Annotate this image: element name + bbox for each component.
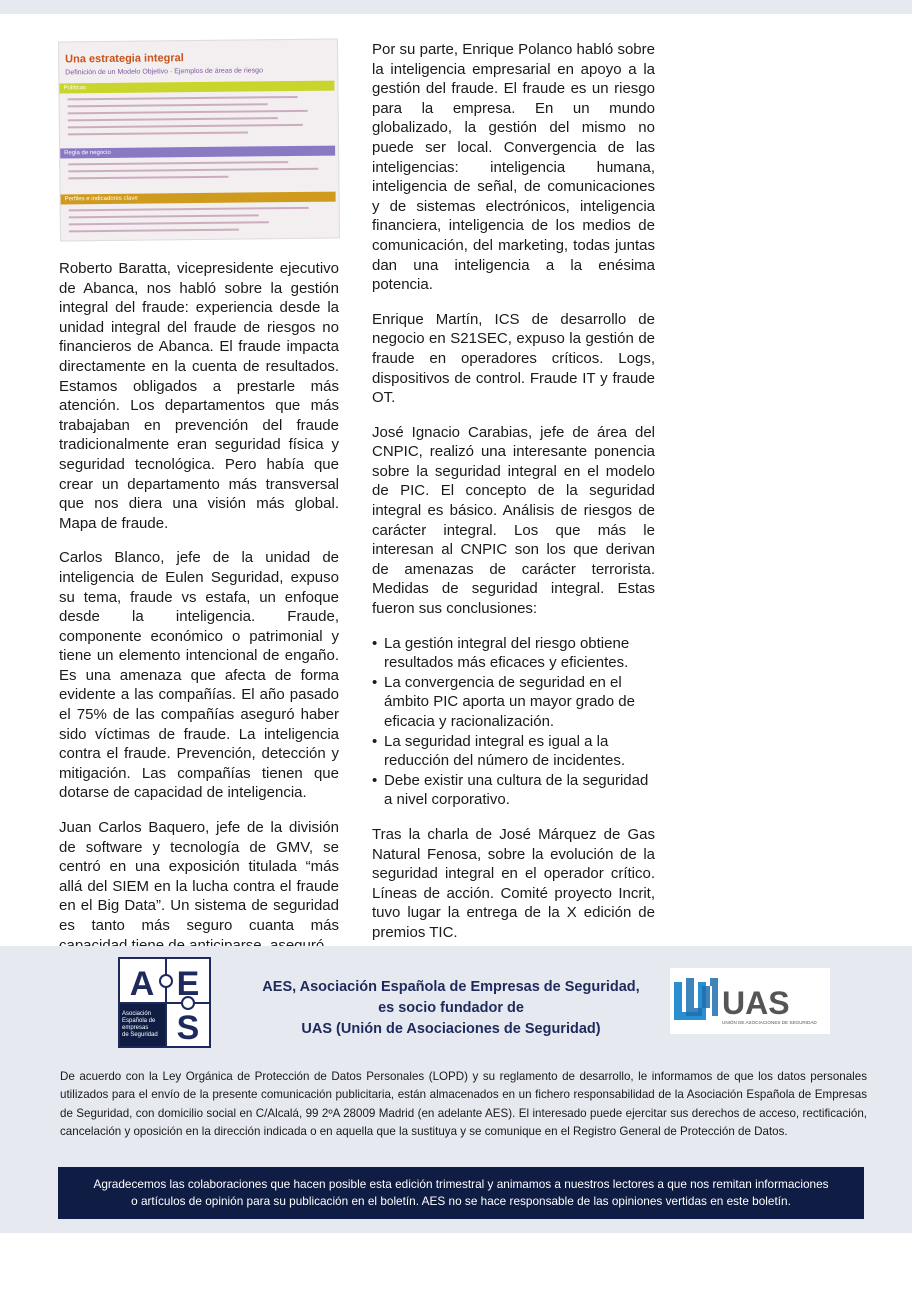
list-item: • La seguridad integral es igual a la reducción del número de incidentes. <box>372 732 655 771</box>
paragraph-baratta: Roberto Baratta, vicepresidente ejecutivo de Abanca, nos habló sobre la gestión integral del fraude: experiencia desde la unidad integral del fraude de riesgos no financieros de Abanca. El fraude impacta directamente en la cuenta de resultados. Estamos obligados a prestarle más atención. Los departamentos que más trabajaban en prevención del fraude tradicionalmente eran seguridad física y seguridad tecnológica. Pero había que crear un departamento más transversal que nos diera una visión más global. Mapa de fraude. <box>59 260 339 532</box>
paragraph-martin: Enrique Martín, ICS de desarrollo de negocio en S21SEC, expuso la gestión de fraude en operadores críticos. Logs, dispositivos de control. Fraude IT y fraude OT. <box>372 310 655 407</box>
list-item: • La gestión integral del riesgo obtiene resultados más eficaces y eficientes. <box>372 634 655 673</box>
partner-statement <box>236 977 666 1040</box>
slide-band-profiles: Perfiles e indicadores clave <box>61 192 336 205</box>
left-column <box>59 40 339 970</box>
editorial-notice-line-1: Agradecemos las colaboraciones que hacen posible esta edición trimestral y animamos a nuestros lectores a que nos remitan informaciones <box>93 1177 829 1191</box>
paragraph-polanco: Por su parte, Enrique Polanco habló sobre la inteligencia empresarial en apoyo a la gestión del fraude. El fraude es un riesgo para la empresa. En un mundo globalizado, la gestión del mismo no puede ser local. Convergencia de las inteligencias: inteligencia humana, inteligencia de señal, de comunicaciones y de sistemas electrónicos, inteligencia financiera, inteligencia de los medios de comunicación, del marketing, todas juntas dan una inteligencia a la enésima potencia. <box>372 41 655 294</box>
partner-line-2: es socio fundador de <box>378 1000 524 1016</box>
slide-subtitle: Definición de un Modelo Objetivo · Ejemplos de áreas de riesgo <box>65 67 263 77</box>
partner-line-1: AES, Asociación Española de Empresas de Seguridad, <box>262 979 640 995</box>
slide-photo <box>58 39 340 242</box>
uas-logo <box>670 968 830 1034</box>
list-item: • Debe existir una cultura de la seguridad a nivel corporativo. <box>372 771 655 810</box>
paragraph-blanco: Carlos Blanco, jefe de la unidad de inteligencia de Eulen Seguridad, expuso su tema, fraude vs estafa, un enfoque desde la inteligencia. Fraude, componente económico o patrimonial y tiene un elemento intencional de engaño. Es una amenaza que afecta de forma evidente a las compañías. El año pasado el 75% de las compañías aseguró haber sido víctimas de fraude. La inteligencia contra el fraude. Prevención, detección y mitigación. Las compañías tienen que dotarse de capacidad de inteligencia. <box>59 549 339 802</box>
conclusions-list <box>372 634 655 810</box>
editorial-notice <box>58 1167 864 1219</box>
right-column <box>372 40 655 992</box>
slide-title: Una estrategia integral <box>65 52 184 66</box>
paragraph-marquez: Tras la charla de José Márquez de Gas Natural Fenosa, sobre la evolución de la seguridad integral en el operador crítico. Líneas de acción. Comité proyecto Incrit, tuvo lugar la entrega de la X edición de premios TIC. <box>372 825 655 941</box>
top-band <box>0 0 912 14</box>
aes-logo-caption: Asociación Española de empresas de Seguridad <box>122 1011 158 1038</box>
slide-band-business-rule: Regla de negocio <box>60 146 335 159</box>
paragraph-carabias: José Ignacio Carabias, jefe de área del CNPIC, realizó una interesante ponencia sobre la seguridad integral en el modelo de PIC. El concepto de la seguridad integral es básico. Análisis de riesgos de carácter integral. Los que más le interesan al CNPIC son los que derivan de amenazas de carácter terrorista. Medidas de seguridad integral. Estas fueron sus conclusiones: <box>372 423 655 618</box>
legal-notice: De acuerdo con la Ley Orgánica de Protección de Datos Personales (LOPD) y su reglamento de desarrollo, le informamos de que los datos personales utilizados para el envío de la presente comunicación publicitaria, están almacenados en un fichero responsabilidad de la Asociación Española de Empresas de Seguridad, con domicilio social en C/Alcalá, 99 2ºA 28009 Madrid (en adelante AES). El interesado puede ejercitar sus derechos de acceso, rectificación, cancelación y oposición en la dirección indicada o en aquella que la sustituya y se comunique en el Registro General de Protección de Datos. <box>60 1070 867 1139</box>
slide-band-policies: Políticas <box>59 81 334 94</box>
aes-logo-letter-s: S <box>176 1009 200 1047</box>
uas-logo-text: UAS <box>722 985 790 1021</box>
aes-logo-letter-a: A <box>129 965 155 1003</box>
partner-line-3: UAS (Unión de Asociaciones de Seguridad) <box>301 1021 601 1037</box>
aes-logo-letter-e: E <box>176 965 200 1003</box>
paragraph-baquero: Juan Carlos Baquero, jefe de la división de software y tecnología de GMV, se centró en una exposición titulada “más allá del SIEM en la lucha contra el fraude en el Big Data”. Un sistema de seguridad es tanto más seguro cuanta más <box>59 819 339 934</box>
list-item: • La convergencia de seguridad en el ámbito PIC aporta un mayor grado de eficacia y racionalización. <box>372 673 655 732</box>
editorial-notice-line-2: o artículos de opinión para su publicación en el boletín. AES no se hace responsable de las opiniones vertidas en este boletín. <box>131 1194 791 1208</box>
aes-logo <box>118 957 214 1049</box>
uas-logo-subtext: UNIÓN DE ASOCIACIONES DE SEGURIDAD <box>722 1020 817 1025</box>
